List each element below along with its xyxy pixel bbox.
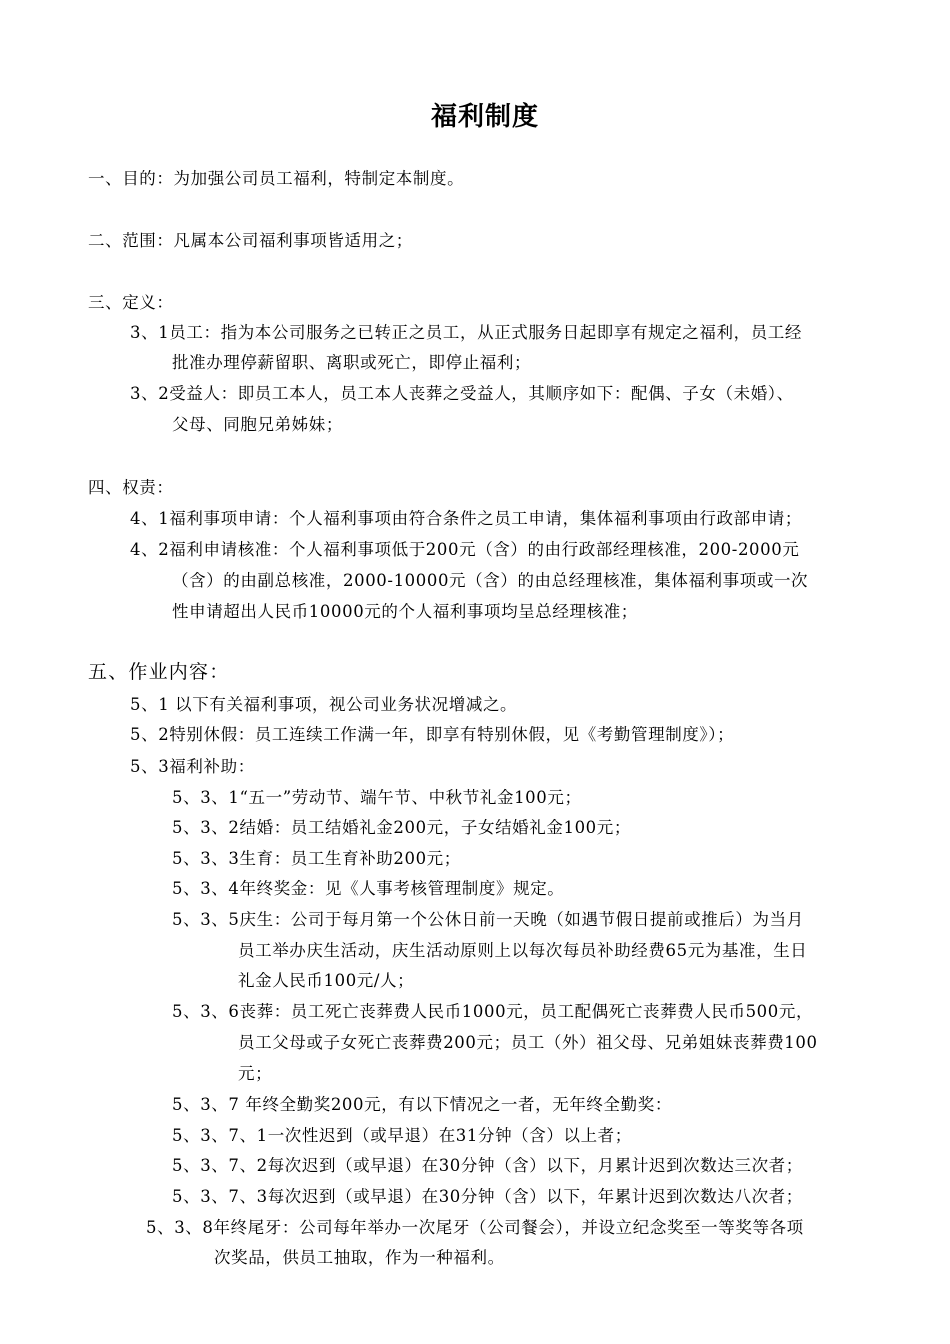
definition-3-2: 3、2受益人：即员工本人，员工本人丧葬之受益人，其顺序如下：配偶、子女（未婚）、 (130, 384, 794, 403)
operation-5-3-7: 5、3、7 年终全勤奖200元，有以下情况之一者，无年终全勤奖： (172, 1095, 672, 1114)
operation-5-3-5-cont-2: 礼金人民币100元/人； (238, 971, 415, 990)
operation-5-3-8: 5、3、8年终尾牙：公司每年举办一次尾牙（公司餐会），并设立纪念奖至一等奖等各项 (146, 1218, 804, 1237)
definition-3-2-cont: 父母、同胞兄弟姊妹； (172, 415, 343, 434)
operation-5-3-1: 5、3、1“五一”劳动节、端午节、中秋节礼金100元； (172, 788, 582, 807)
operation-5-3: 5、3福利补助： (130, 757, 255, 776)
operation-5-3-6: 5、3、6丧葬：员工死亡丧葬费人民币1000元，员工配偶死亡丧葬费人民币500元， (172, 1002, 814, 1021)
definition-3-1-cont: 批准办理停薪留职、离职或死亡，即停止福利； (172, 353, 532, 372)
responsibility-4-2-cont-2: 性申请超出人民币10000元的个人福利事项均呈总经理核准； (172, 602, 638, 621)
operation-5-1: 5、1 以下有关福利事项，视公司业务状况增减之。 (130, 695, 518, 714)
operation-5-3-6-cont-2: 元； (238, 1064, 273, 1083)
section-operation-heading: 五、作业内容： (88, 661, 230, 683)
responsibility-4-2-cont-1: （含）的由副总核准，2000-10000元（含）的由总经理核准，集体福利事项或一次 (172, 571, 809, 590)
definition-3-1: 3、1员工：指为本公司服务之已转正之员工，从正式服务日起即享有规定之福利，员工经 (130, 323, 802, 342)
operation-5-3-8-cont: 次奖品，供员工抽取，作为一种福利。 (214, 1248, 505, 1267)
operation-5-3-2: 5、3、2结婚：员工结婚礼金200元，子女结婚礼金100元； (172, 818, 631, 837)
operation-5-2: 5、2特别休假：员工连续工作满一年，即享有特别休假，见《考勤管理制度》）； (130, 725, 735, 744)
operation-5-3-5-cont-1: 员工举办庆生活动，庆生活动原则上以每次每员补助经费65元为基准，生日 (238, 941, 808, 960)
document-title: 福利制度 (430, 102, 539, 132)
section-responsibility-heading: 四、权责： (88, 478, 174, 497)
responsibility-4-2: 4、2福利申请核准：个人福利事项低于200元（含）的由行政部经理核准，200-2000元 (130, 540, 800, 559)
operation-5-3-4: 5、3、4年终奖金：见《人事考核管理制度》规定。 (172, 879, 565, 898)
section-scope: 二、范围：凡属本公司福利事项皆适用之； (88, 231, 413, 250)
operation-5-3-6-cont-1: 员工父母或子女死亡丧葬费200元；员工（外）祖父母、兄弟姐妹丧葬费100 (238, 1033, 818, 1052)
operation-5-3-3: 5、3、3生育：员工生育补助200元； (172, 849, 461, 868)
operation-5-3-5: 5、3、5庆生：公司于每月第一个公休日前一天晚（如遇节假日提前或推后）为当月 (172, 910, 804, 929)
operation-5-3-7-3: 5、3、7、3每次迟到（或早退）在30分钟（含）以下，年累计迟到次数达八次者； (172, 1187, 803, 1206)
operation-5-3-7-2: 5、3、7、2每次迟到（或早退）在30分钟（含）以下，月累计迟到次数达三次者； (172, 1156, 803, 1175)
section-purpose: 一、目的：为加强公司员工福利，特制定本制度。 (88, 169, 465, 188)
responsibility-4-1: 4、1福利事项申请：个人福利事项由符合条件之员工申请，集体福利事项由行政部申请； (130, 509, 802, 528)
section-definitions-heading: 三、定义： (88, 293, 174, 312)
operation-5-3-7-1: 5、3、7、1一次性迟到（或早退）在31分钟（含）以上者； (172, 1126, 632, 1145)
